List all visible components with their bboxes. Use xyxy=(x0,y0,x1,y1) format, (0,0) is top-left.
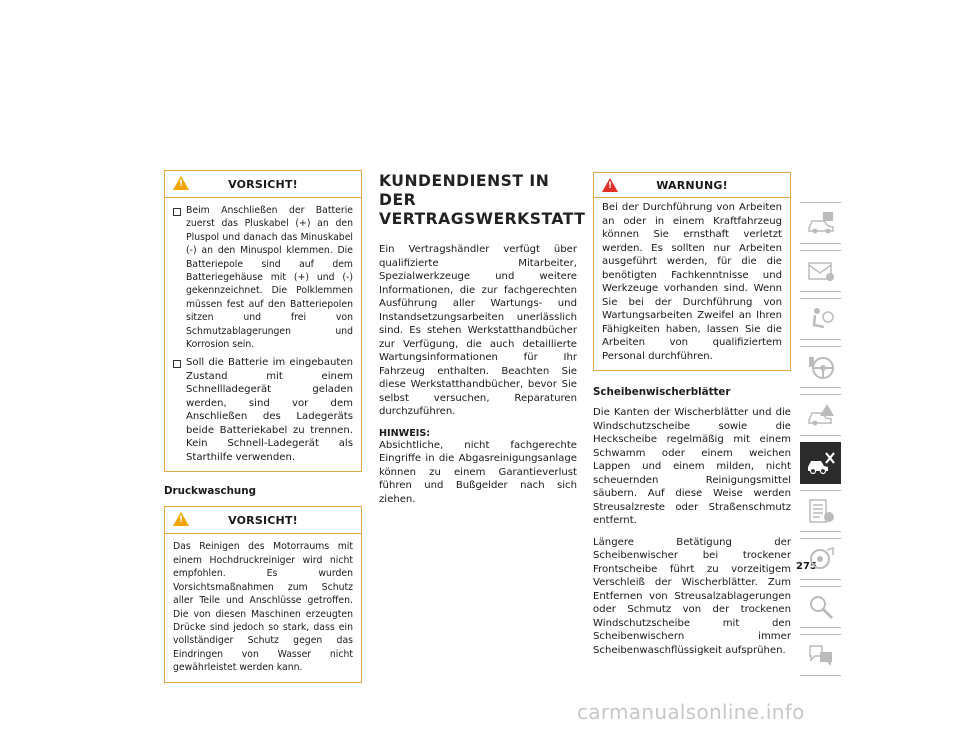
body-paragraph: Ein Vertragshändler verfügt über qualifizierte Mitarbeiter, Spezialwerkzeuge und weitere Informationen, die zur fachgerechten Ausführung aller Wartungs- und Instandsetzungsarbeiten unerlässlich sind. Es stehen Werkstatthandbücher zur Verfügung, die auch detaillierte Wartungsinformationen für Ihr Fahrzeug enthalten. Beachten Sie diese Werkstatthandbücher, bevor Sie selbst versuchen, Reparaturen durchzuführen. xyxy=(379,244,577,417)
warning-box-body xyxy=(594,198,790,370)
chapter-heading: KUNDENDIENST IN DER VERTRAGSWERKSTATT xyxy=(379,172,586,228)
right-column xyxy=(593,172,791,657)
tab-car-info[interactable] xyxy=(800,202,841,244)
section-heading-druckwaschung: Druckwaschung xyxy=(164,485,256,498)
warning-box xyxy=(593,172,791,371)
caution-item-text: Beim Anschließen der Batterie zuerst das Pluskabel (+) an den Pluspol und danach das Minuskabel (-) an den Minuspol klemmen. Die Batteriepole sind auf dem Batteriegehäuse mit (+) und (-) gekennzeichnet. Die Polklemmen müssen fest auf den Batteriepolen sitzen und frei von Schmutzablagerungen und Korrosion sein. xyxy=(186,205,353,351)
car-warning-icon xyxy=(806,401,836,429)
caution-box-header xyxy=(165,171,361,198)
body-paragraph: Längere Betätigung der Scheibenwischer bei trockener Frontscheibe führt zu vorzeitigem Verschleiß der Wischerblätter. Zum Entfernen von Streusalzablagerungen oder Schmutz von der trockenen Windschutzscheibe mit den Scheibenwischern immer Scheibenwaschflüssigkeit aufsprühen. xyxy=(593,536,791,656)
caution-triangle-icon xyxy=(173,176,189,190)
seat-airbag-icon xyxy=(806,305,836,333)
section-heading-wiper-blades: Scheibenwischerblätter xyxy=(593,386,731,398)
body-paragraph: Die Kanten der Wischerblätter und die Windschutzscheibe sowie die Heckscheibe regelmäßig mit einem Schwamm oder einem weichen Lappen und einem milden, nicht scheuernden Reinigungsmittel säubern. Auf diese Weise werden Streusalzreste oder Straßenschmutz entfernt. xyxy=(593,407,791,526)
caution-title: VORSICHT! xyxy=(228,177,298,191)
index-search-icon xyxy=(806,593,836,621)
warning-title: WARNUNG! xyxy=(656,178,728,192)
caution-item xyxy=(173,356,353,464)
caution-item-text: Soll die Batterie im eingebauten Zustand mit einem Schnellladegerät geladen werden, sind vor dem Anschließen des Ladegeräts beide Batteriekabel zu trennen. Kein Schnell-Ladegerät als Starthilfe verwenden. xyxy=(186,357,353,463)
caution-triangle-icon xyxy=(173,512,189,526)
car-info-icon xyxy=(806,209,836,237)
note-label: HINWEIS: xyxy=(379,427,431,439)
languages-icon xyxy=(806,641,836,669)
tab-service-maintenance[interactable] xyxy=(800,442,841,484)
left-column xyxy=(164,170,362,683)
tab-specifications[interactable] xyxy=(800,490,841,532)
page-number: 275 xyxy=(796,561,817,572)
warning-text: Bei der Durchführung von Arbeiten an oder in einem Kraftfahrzeug können Sie ernsthaft verletzt werden. Es sollten nur Arbeiten ausgeführt werden, für die die benötigten Fachkenntnisse und Werkzeuge vorhanden sind. Wenn Sie bei der Durchführung von Wartungsarbeiten Zweifel an Ihren Fähigkeiten haben, lassen Sie die Arbeiten von qualifiziertem Personal durchführen. xyxy=(602,202,782,362)
tab-steering-wheel[interactable] xyxy=(800,346,841,388)
checkbox-bullet-icon xyxy=(173,208,181,216)
specifications-list-icon xyxy=(806,497,836,525)
caution-box-pressure-wash xyxy=(164,506,362,682)
tab-car-key[interactable] xyxy=(800,250,841,292)
warning-box-header xyxy=(594,173,790,198)
tab-index[interactable] xyxy=(800,586,841,628)
chapter-tabs xyxy=(800,202,842,682)
checkbox-bullet-icon xyxy=(173,360,181,368)
tab-car-warning[interactable] xyxy=(800,394,841,436)
middle-column xyxy=(379,172,586,506)
car-service-tools-icon xyxy=(806,449,836,477)
car-key-mail-icon xyxy=(806,257,836,285)
caution-box-battery xyxy=(164,170,362,472)
watermark: carmanualsonline.info xyxy=(577,700,805,724)
caution-box-body xyxy=(165,198,361,471)
multimedia-icon xyxy=(806,545,836,573)
tab-multimedia[interactable] xyxy=(800,538,841,580)
caution-title: VORSICHT! xyxy=(228,513,298,527)
caution-box-header xyxy=(165,507,361,534)
caution-item xyxy=(173,204,353,351)
caution-text: Das Reinigen des Motorraums mit einem Hochdruckreiniger wird nicht empfohlen. Es wurden Vorsichtsmaßnahmen zum Schutz aller Teile und Anschlüsse getroffen. Die von diesen Maschinen erzeugten Drücke sind jedoch so stark, dass ein vollständiger Schutz gegen das Eindringen von Wasser nicht gewährleistet werden kann. xyxy=(173,541,353,674)
tab-seat-airbag[interactable] xyxy=(800,298,841,340)
steering-wheel-icon xyxy=(806,353,836,381)
note-text: Absichtliche, nicht fachgerechte Eingriffe in die Abgasreinigungsanlage können zu einem Garantieverlust führen und Bußgelder nach sich ziehen. xyxy=(379,439,577,505)
tab-languages[interactable] xyxy=(800,634,841,676)
caution-box-body xyxy=(165,534,361,681)
warning-triangle-icon xyxy=(602,178,618,192)
